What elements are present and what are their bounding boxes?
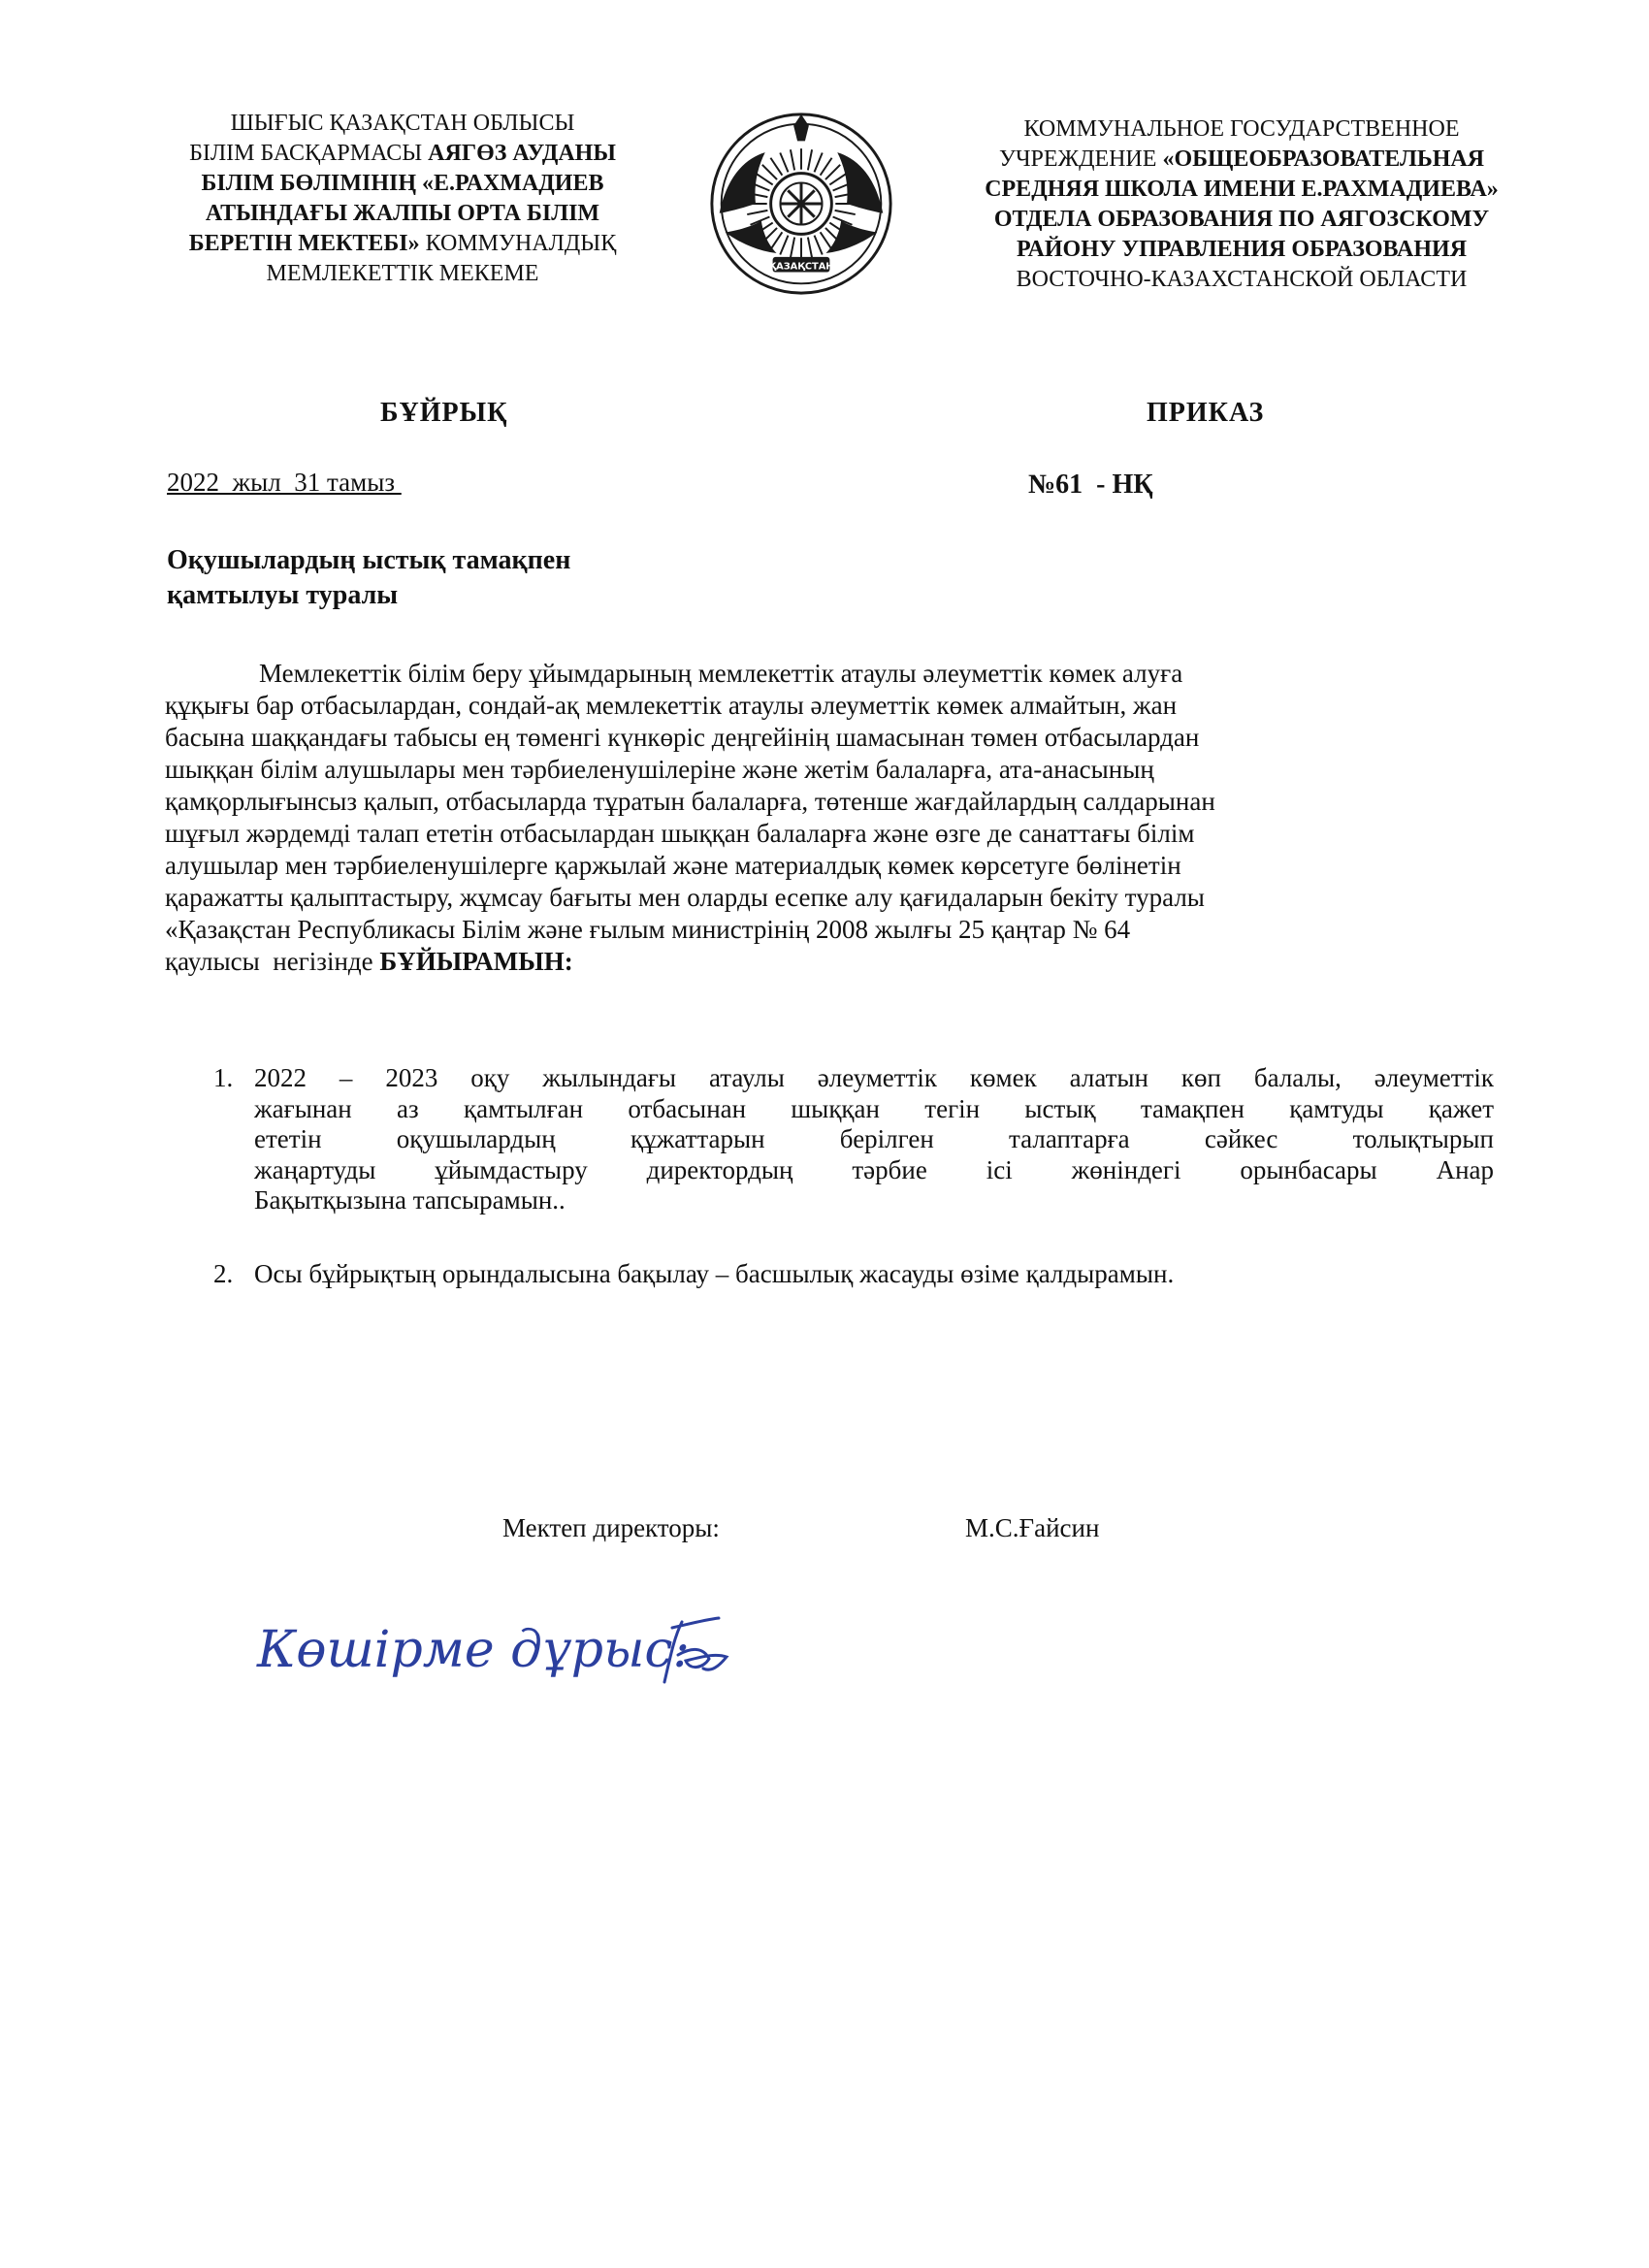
order-number: №61 - НҚ: [1028, 470, 1153, 500]
paragraph-line: басына шаққандағы табысы ең төменгі күнкөріс деңгейінің шамасынан төмен отбасылардан: [165, 723, 1200, 752]
preamble-paragraph: [165, 658, 1484, 978]
header-text: ШЫҒЫС ҚАЗАҚСТАН ОБЛЫСЫ: [230, 111, 575, 136]
emblem-ray: [770, 158, 782, 176]
header-text: БЕРЕТІН МЕКТЕБІ»: [188, 231, 420, 256]
emblem-label: ҚАЗАҚСТАН: [768, 261, 834, 273]
paragraph-line: шұғыл жәрдемді талап ететін отбасылардан шыққан балаларға және өзге де санаттағы білім: [165, 819, 1195, 848]
header-line: [931, 145, 1552, 175]
header-line: [931, 114, 1552, 145]
order-date: 2022 жыл 31 тамыз: [167, 468, 402, 497]
header-line: [931, 265, 1552, 295]
emblem-ray: [791, 238, 794, 258]
header-line: [146, 259, 660, 289]
header-line: [146, 199, 660, 229]
list-item-line: жаңартуды ұйымдастыру директордың тәрбие ісі жөніндегі орынбасары Анар: [254, 1154, 1494, 1184]
emblem-ray: [780, 152, 788, 172]
document-title-ru: ПРИКАЗ: [1147, 398, 1265, 428]
header-line: [146, 139, 660, 169]
header-text: ВОСТОЧНО-КАЗАХСТАНСКОЙ ОБЛАСТИ: [1016, 267, 1468, 292]
paragraph-line: шыққан білім алушылары мен тәрбиеленушілеріне және жетім балаларға, ата-анасының: [165, 755, 1154, 784]
header-text: КОММУНАЛДЫҚ: [419, 231, 617, 256]
subject-line: қамтылуы туралы: [167, 580, 399, 610]
header-text: РАЙОНУ УПРАВЛЕНИЯ ОБРАЗОВАНИЯ: [1016, 237, 1468, 262]
paragraph-line: құқығы бар отбасылардан, сондай-ақ мемлекеттік атаулы әлеуметтік көмек алмайтын, жан: [165, 691, 1178, 720]
paragraph-line: алушылар мен тәрбиеленушілерге қаржылай және материалдық көмек көрсетуге бөлінетін: [165, 851, 1181, 880]
emblem-ray: [821, 232, 832, 249]
header-text: БІЛІМ БАСҚАРМАСЫ: [189, 141, 429, 166]
subject-line: Оқушылардың ыстық тамақпен: [167, 545, 571, 575]
header-text: ОТДЕЛА ОБРАЗОВАНИЯ ПО АЯГОЗСКОМУ: [993, 207, 1490, 232]
header-text: СРЕДНЯЯ ШКОЛА ИМЕНИ Е.РАХМАДИЕВА»: [985, 177, 1499, 202]
list-item-text: [254, 1063, 1494, 1216]
header-text: БІЛІМ БӨЛІМІНІҢ «Е.РАХМАДИЕВ: [201, 171, 604, 196]
emblem-ray: [770, 232, 782, 249]
header-text: АТЫНДАҒЫ ЖАЛПЫ ОРТА БІЛІМ: [205, 201, 600, 226]
paragraph-line: [165, 946, 1484, 978]
paragraph-line: қамқорлығынсыз қалып, отбасыларда тұратын балаларға, төтенше жағдайлардың салдарынан: [165, 787, 1215, 816]
emblem-ray: [756, 173, 773, 184]
header-line: [146, 229, 660, 259]
paragraph-order-word: БҰЙЫРАМЫН:: [379, 947, 573, 976]
signature-name: М.С.Ғайсин: [965, 1513, 1100, 1542]
emblem-ray: [808, 149, 812, 170]
handwritten-copy-certification: [247, 1599, 771, 1705]
list-item-line: жағынан аз қамтылған отбасынан шыққан тегін ыстық тамақпен қамтуды қажет: [254, 1093, 1494, 1123]
emblem-ray: [835, 211, 856, 214]
header-right-organization: [931, 114, 1552, 295]
list-item-line: ететін оқушылардың құжаттарын берілген талаптарға сәйкес толықтырып: [254, 1124, 1494, 1153]
header-line: [146, 169, 660, 199]
emblem-ray: [829, 173, 847, 184]
header-line: [146, 109, 660, 139]
handwritten-note-text: Көшірме дұрыс:: [257, 1621, 691, 1679]
emblem-ray: [780, 236, 788, 255]
header-text: «ОБЩЕОБРАЗОВАТЕЛЬНАЯ: [1162, 146, 1485, 172]
emblem-ray: [808, 238, 812, 258]
header-text: МЕМЛЕКЕТТІК МЕКЕМЕ: [266, 261, 539, 286]
header-line: [931, 175, 1552, 205]
paragraph-line: «Қазақстан Республикасы Білім және ғылым министрінің 2008 жылғы 25 қаңтар № 64: [165, 915, 1131, 944]
emblem-ray: [815, 152, 823, 172]
state-emblem-icon: [706, 109, 896, 299]
emblem-ray: [762, 165, 777, 179]
header-left-organization: [146, 109, 660, 289]
header-line: [931, 205, 1552, 235]
emblem-ray: [815, 236, 823, 255]
order-subject: [167, 543, 570, 613]
header-text: УЧРЕЖДЕНИЕ: [998, 146, 1163, 172]
paragraph-closing-text: қаулысы негізінде: [165, 947, 380, 976]
paragraph-line: Мемлекеттік білім беру ұйымдарының мемлекеттік атаулы әлеуметтік көмек алуға: [259, 659, 1183, 688]
emblem-ray: [825, 165, 840, 179]
list-item-number: 1.: [213, 1063, 234, 1092]
list-item-number: 2.: [213, 1258, 234, 1288]
header-line: [931, 235, 1552, 265]
list-item: [213, 1063, 1494, 1216]
header-text: КОММУНАЛЬНОЕ ГОСУДАРСТВЕННОЕ: [1023, 116, 1460, 142]
list-item-text: [254, 1259, 1494, 1290]
list-item-line: Бақытқызына тапсырамын..: [254, 1185, 566, 1215]
list-item: [213, 1259, 1494, 1290]
emblem-ray: [791, 149, 794, 170]
signature-role: Мектеп директоры:: [502, 1513, 720, 1542]
paragraph-line: қаражатты қалыптастыру, жұмсау бағыты мен оларды есепке алу қағидаларын бекіту туралы: [165, 883, 1205, 912]
document-title-kz: БҰЙРЫҚ: [380, 398, 508, 428]
header-text: АЯГӨЗ АУДАНЫ: [428, 141, 616, 166]
order-items-list: [213, 1063, 1494, 1289]
emblem-ray: [821, 158, 832, 176]
list-item-line: 2022 – 2023 оқу жылындағы атаулы әлеуметтік көмек алатын көп балалы, әлеуметтік: [254, 1063, 1494, 1092]
list-item-line: Осы бұйрықтың орындалысына бақылау – басшылық жасауды өзіме қалдырамын.: [254, 1258, 1175, 1288]
emblem-ray: [747, 211, 767, 214]
